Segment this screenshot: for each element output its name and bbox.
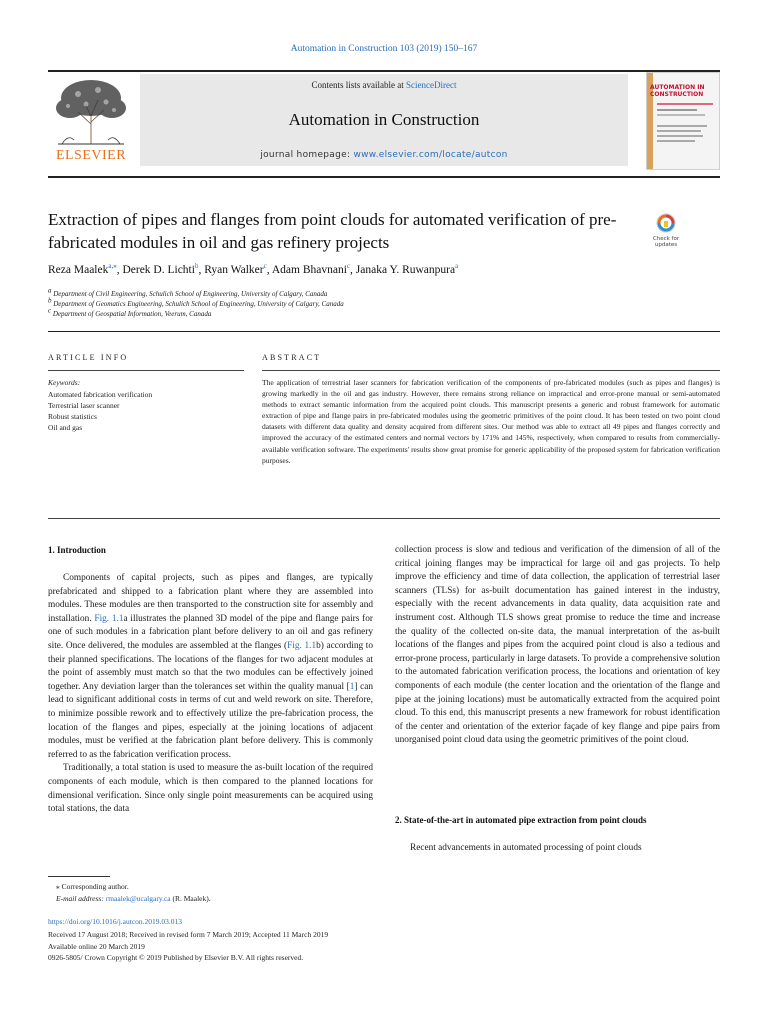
author-list: Reza Maalek$^{a,⁎}$, Derek D. Lichti$^b$, Ryan Walker$^c$, Adam Bhavnani$^c$, Janaka Y. Ruwanpura$^a$ — [48, 262, 459, 276]
abstract-bottom-rule — [48, 518, 720, 519]
paragraph-text: a illustrates the planned 3D model of the pipe and flange pairs for one of such modules in a fabrication plant before delivery to an oil and gas refinery site. Once delivered, the modules are assembled at the flanges ( — [48, 613, 373, 651]
paragraph — [48, 572, 373, 762]
author-name[interactable]: Reza Maalek — [48, 264, 109, 276]
citation-ref-link[interactable]: 1 — [349, 681, 355, 692]
email-suffix: (R. Maalek). — [170, 894, 211, 903]
contents-line — [140, 80, 628, 90]
affiliation-marker: c — [48, 306, 52, 315]
email-link[interactable]: rmaalek@ucalgary.ca — [105, 894, 171, 903]
keywords-label: Keywords: — [48, 378, 81, 387]
affiliation-text: Department of Civil Engineering, Schulich School of Engineering, University of Calgary, Canada — [53, 290, 328, 298]
right-column-continued — [395, 842, 720, 856]
copyright-line: 0926-5805/ Crown Copyright © 2019 Published by Elsevier B.V. All rights reserved. — [48, 953, 304, 962]
article-info-rule — [48, 370, 244, 371]
journal-citation[interactable]: Automation in Construction 103 (2019) 150–167 — [290, 44, 478, 54]
paragraph-text: ] can lead to significant additional costs in terms of cut and weld rework on site. Therefore, to minimize possible rework and to effectively utilize the pre-fabrication process, the location of the flanges and pipes, especially at the joining locations of adjacent modules, must be verified at the fabrication plant before delivery. This is commonly referred to as the fabrication verification process. — [48, 681, 373, 760]
keyword: Terrestrial laser scanner — [48, 401, 120, 410]
figure-ref-link[interactable]: Fig. 1.1 — [287, 640, 317, 651]
author-name[interactable]: Janaka Y. Ruwanpura — [355, 264, 456, 276]
section-2-heading: 2. State-of-the-art in automated pipe extraction from point clouds — [395, 815, 647, 825]
keyword: Robust statistics — [48, 412, 97, 421]
keyword: Oil and gas — [48, 423, 83, 432]
corresponding-author-footnote — [56, 881, 211, 905]
elsevier-wordmark: ELSEVIER — [55, 148, 127, 163]
footnote-rule — [48, 876, 110, 877]
email-label: E-mail address: — [56, 894, 106, 903]
check-for-updates-badge[interactable] — [648, 212, 684, 256]
author-name[interactable]: Adam Bhavnani — [271, 264, 347, 276]
homepage-link[interactable]: www.elsevier.com/locate/autcon — [353, 150, 508, 160]
check-for-updates-label: Check for updates — [652, 236, 680, 248]
email-line — [56, 893, 211, 905]
affiliation-c — [48, 306, 720, 318]
homepage-label: journal homepage: — [260, 150, 354, 160]
article-history — [48, 929, 328, 964]
header-rule-top — [48, 70, 720, 72]
available-online: Available online 20 March 2019 — [48, 941, 145, 951]
author-name[interactable]: Derek D. Lichti — [122, 264, 195, 276]
left-column — [48, 572, 373, 817]
right-column — [395, 544, 720, 748]
contents-prefix: Contents lists available at — [311, 80, 406, 90]
author-affiliation-ref[interactable]: c — [346, 262, 351, 271]
journal-title: Automation in Construction — [288, 110, 480, 129]
keyword: Automated fabrication verification — [48, 390, 153, 399]
article-info-heading: ARTICLE INFO — [48, 353, 129, 362]
corresponding-label: ⁎ Corresponding author. — [56, 882, 129, 891]
affiliation-marker: a — [48, 286, 52, 295]
affiliation-text: Department of Geomatics Engineering, Schulich School of Engineering, University of Calgary, Canada — [53, 300, 344, 308]
affiliation-b — [48, 296, 720, 308]
abstract-text: The application of terrestrial laser scanners for fabrication verification of the components of pre-fabricated modules (such as pipes and flanges) is growing markedly in the oil and gas industry. However, there remains strong reliance on impractical and error-prone manual or semi-automated methods to extract semantic information from the acquired point clouds. This manuscript presents a generic and robust framework for automatic extraction of pipe and flange pairs in pre-fabricated modules using the geometric primitives of the point cloud. It has been tested on two point cloud datasets with different data quality and density acquired from different sites. Our method was able to extract all 49 pipes and flanges correctly and improved the accuracy of the estimated centers and normal vectors by 171% and 145%, respectively, when compared to results from commercially-available verification software. The experiments' results show great promise for generic applicability of the proposed system for fabrication verification purposes. — [262, 378, 720, 465]
paper-title: Extraction of pipes and flanges from point clouds for automated verification of pre-fabricated modules in oil and gas refinery projects — [48, 210, 617, 252]
title-rule — [48, 331, 720, 332]
author-affiliation-ref[interactable]: a — [455, 262, 459, 271]
check-updates-icon — [648, 212, 684, 236]
cover-title: AUTOMATION IN CONSTRUCTION — [650, 84, 705, 98]
header-rule-bottom — [48, 176, 720, 178]
author-affiliation-ref[interactable]: c — [263, 262, 267, 271]
received-dates: Received 17 August 2018; Received in revised form 7 March 2019; Accepted 11 March 2019 — [48, 930, 329, 939]
tree-icon — [48, 74, 134, 146]
journal-homepage — [140, 150, 628, 160]
doi-link[interactable]: https://doi.org/10.1016/j.autcon.2019.03.013 — [48, 917, 183, 926]
sciencedirect-link[interactable]: ScienceDirect — [406, 80, 457, 90]
affiliation-text: Department of Geospatial Information, Veerum, Canada — [52, 310, 212, 318]
author-name[interactable]: Ryan Walker — [204, 264, 264, 276]
affiliation-marker: b — [48, 296, 52, 305]
paragraph: Recent advancements in automated processing of point clouds — [410, 843, 642, 853]
abstract-rule — [262, 370, 720, 371]
abstract-heading: ABSTRACT — [262, 353, 322, 362]
author-affiliation-ref[interactable]: a,⁎ — [108, 262, 117, 271]
paragraph-text: b) according to their planned specifications. The locations of the flanges for two adjacent modules at the point of assembly must match so that the two modules can be effectively joined together. Any deviation larger than the tolerances set within the quality manual [ — [48, 640, 374, 692]
figure-ref-link[interactable]: Fig. 1.1 — [94, 613, 124, 624]
affiliation-a — [48, 286, 720, 298]
paragraph: Traditionally, a total station is used to measure the as-built location of the required components of each module, which is then compared to the planned locations for dimensional verification. Since only single point measurements can be acquired using total stations, the data — [48, 763, 373, 815]
section-1-heading: 1. Introduction — [48, 545, 106, 555]
author-affiliation-ref[interactable]: b — [194, 262, 199, 271]
paragraph: collection process is slow and tedious and verification of the dimension of all of the critical joining flanges may be impractical for large oil and gas projects. To help improve the efficiency and time of data collection, the application of terrestrial laser scanners (TLSs) for as-built documentation has gained interest in the industry, especially with the recent advancements in data quality, data acquisition rate and instrument cost. Although TLS shows great promise to reduce the time and increase the quality of the collected on-site data, the manual interpretation of the as-built locations of the flanges and pipes from the acquired point cloud is also a tedious and error-prone process, particularly in large datasets. To provide a comprehensive solution to the automated fabrication verification process, the locations and orientation of key components of each module (the center location and the orientation of the flange and pipe at the joining locations) must be automatically extracted from the acquired point cloud. To this end, this manuscript presents a new framework for robust identification of the center and orientation of the exterior façade of key flange and pipe pairs from unorganised point cloud data using the geometric primitives of the point cloud. — [395, 545, 720, 746]
paragraph-text: Components of capital projects, such as pipes and flanges, are typically prefabricated and shipped to a fabrication plant where they are assembled into modules. These modules are then transported to the construction site for assembly and installation. — [48, 573, 373, 624]
